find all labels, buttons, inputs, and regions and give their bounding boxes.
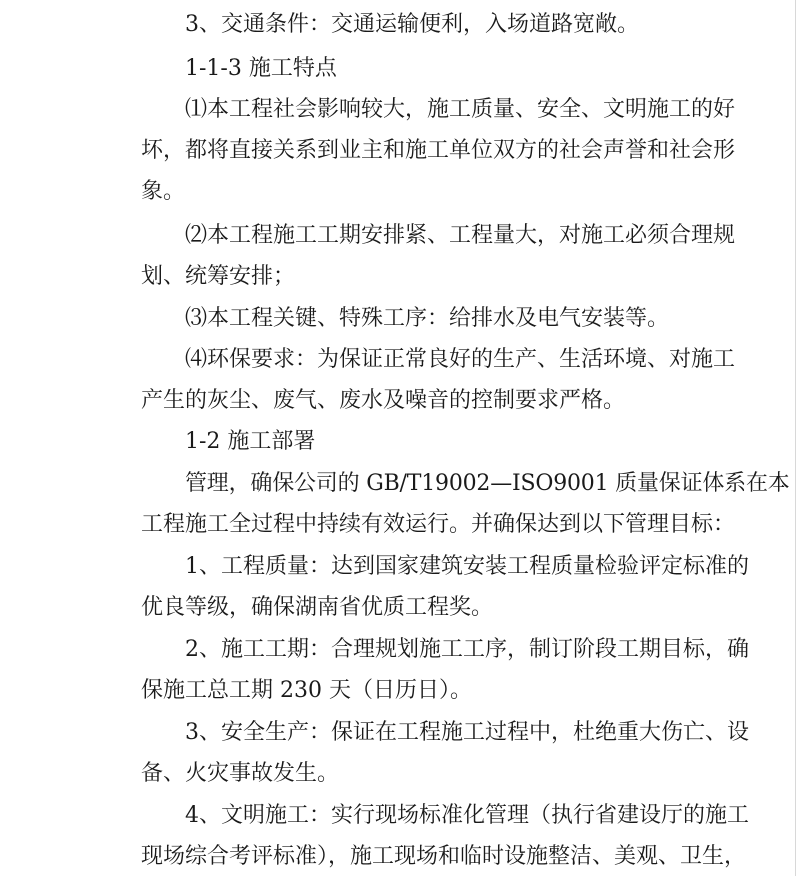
text-line: 象。 xyxy=(141,179,186,204)
text-line: 优良等级，确保湖南省优质工程奖。 xyxy=(141,595,494,620)
section-heading: 1-1-3 施工特点 xyxy=(185,56,337,81)
text-line: 保施工总工期 230 天（日历日）。 xyxy=(141,678,472,703)
text-line: 管理，确保公司的 GB/T19002—ISO9001 质量保证体系在本 xyxy=(185,471,790,496)
text-line: 4、文明施工：实行现场标准化管理（执行省建设厅的施工 xyxy=(185,803,749,828)
text-line: 1、工程质量：达到国家建筑安装工程质量检验评定标准的 xyxy=(185,554,749,579)
text-line: 备、火灾事故发生。 xyxy=(141,761,340,786)
text-line: ⑷环保要求：为保证正常良好的生产、生活环境、对施工 xyxy=(185,347,736,372)
text-line: 现场综合考评标准），施工现场和临时设施整洁、美观、卫生， xyxy=(141,844,747,869)
text-line: 2、施工工期：合理规划施工工序，制订阶段工期目标，确 xyxy=(185,637,749,662)
text-line: 坏，都将直接关系到业主和施工单位双方的社会声誉和社会形 xyxy=(141,138,736,163)
text-line: 划、统筹安排； xyxy=(141,264,296,289)
text-line: 3、安全生产：保证在工程施工过程中，杜绝重大伤亡、设 xyxy=(185,720,749,745)
text-line: 3、交通条件：交通运输便利，入场道路宽敞。 xyxy=(185,12,639,37)
text-line: ⑵本工程施工工期安排紧、工程量大，对施工必须合理规 xyxy=(185,223,736,248)
section-heading: 1-2 施工部署 xyxy=(185,429,316,454)
text-line: 工程施工全过程中持续有效运行。并确保达到以下管理目标： xyxy=(141,512,736,537)
text-line: ⑶本工程关键、特殊工序：给排水及电气安装等。 xyxy=(185,306,670,331)
text-line: ⑴本工程社会影响较大，施工质量、安全、文明施工的好 xyxy=(185,97,736,122)
text-line: 产生的灰尘、废气、废水及噪音的控制要求严格。 xyxy=(141,388,626,413)
